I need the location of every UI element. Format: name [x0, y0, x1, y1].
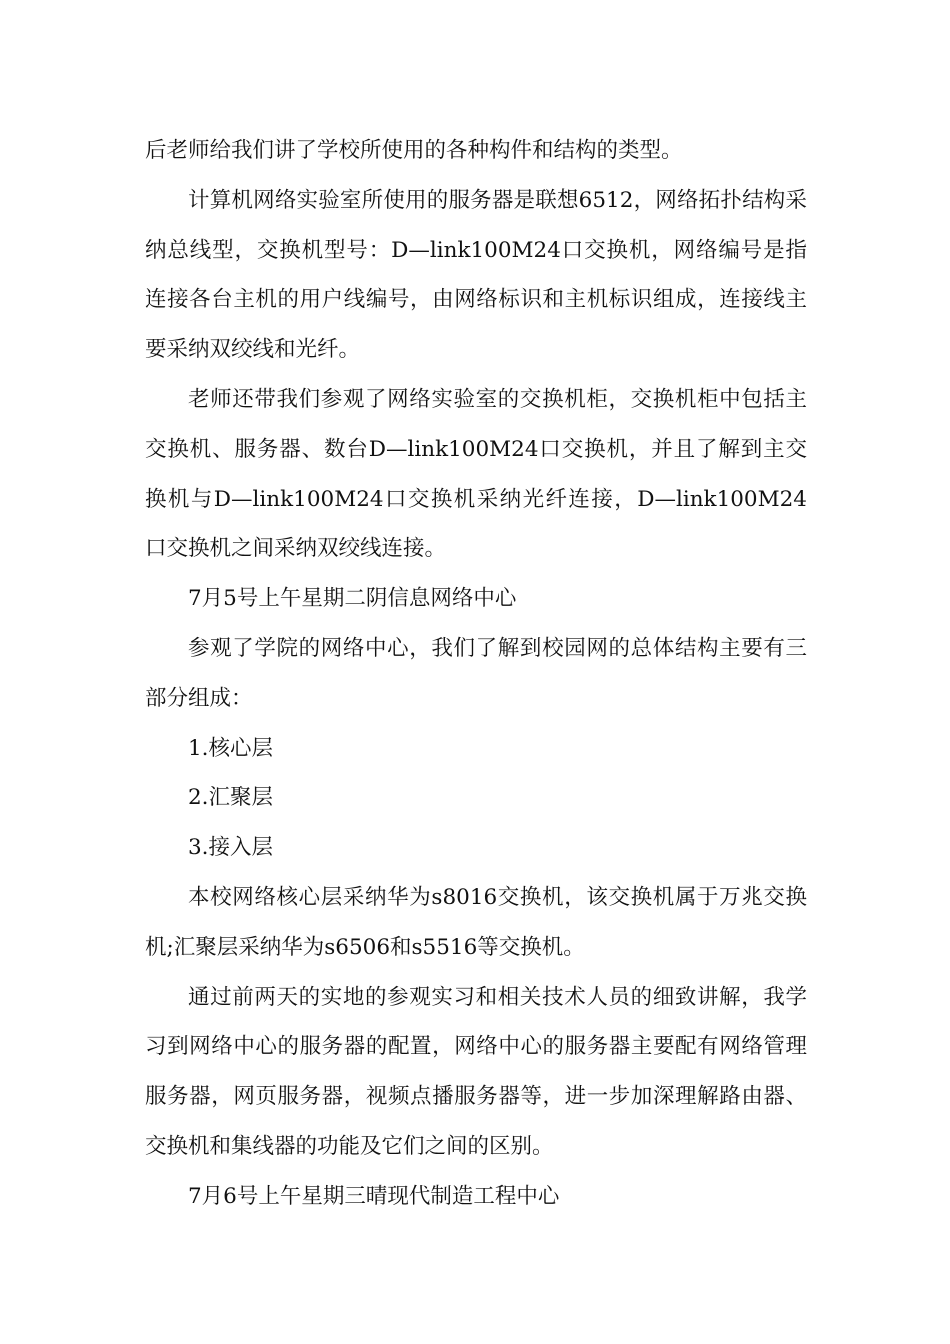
list-item-aggregation-layer: 2.汇聚层: [188, 785, 274, 811]
paragraph-switch-cabinet: 老师还带我们参观了网络实验室的交换机柜，交换机柜中包括主交换机、服务器、数台D—link100M24口交换机，并且了解到主交换机与D—link100M24口交换机采纳光纤连接，D—link100M24口交换机之间采纳双绞线连接。: [145, 386, 807, 562]
paragraph-network-lab-server: 计算机网络实验室所使用的服务器是联想6512，网络拓扑结构采纳总线型，交换机型号：D—link100M24口交换机，网络编号是指连接各台主机的用户线编号，由网络标识和主机标识组成，连接线主要采纳双绞线和光纤。: [145, 187, 807, 363]
paragraph-continuation: 后老师给我们讲了学校所使用的各种构件和结构的类型。: [145, 138, 683, 163]
heading-july-5: 7月5号上午星期二阴信息网络中心: [188, 586, 517, 612]
paragraph-core-switches: 本校网络核心层采纳华为s8016交换机，该交换机属于万兆交换机;汇聚层采纳华为s6506和s5516等交换机。: [145, 884, 807, 960]
paragraph-campus-network-structure: 参观了学院的网络中心，我们了解到校园网的总体结构主要有三部分组成：: [145, 635, 807, 711]
heading-july-6: 7月6号上午星期三晴现代制造工程中心: [188, 1183, 560, 1209]
document-body: [145, 126, 807, 1222]
list-item-access-layer: 3.接入层: [188, 835, 274, 861]
list-item-core-layer: 1.核心层: [188, 735, 274, 761]
paragraph-summary: 通过前两天的实地的参观实习和相关技术人员的细致讲解，我学习到网络中心的服务器的配置，网络中心的服务器主要配有网络管理服务器，网页服务器，视频点播服务器等，进一步加深理解路由器、交换机和集线器的功能及它们之间的区别。: [145, 984, 807, 1159]
